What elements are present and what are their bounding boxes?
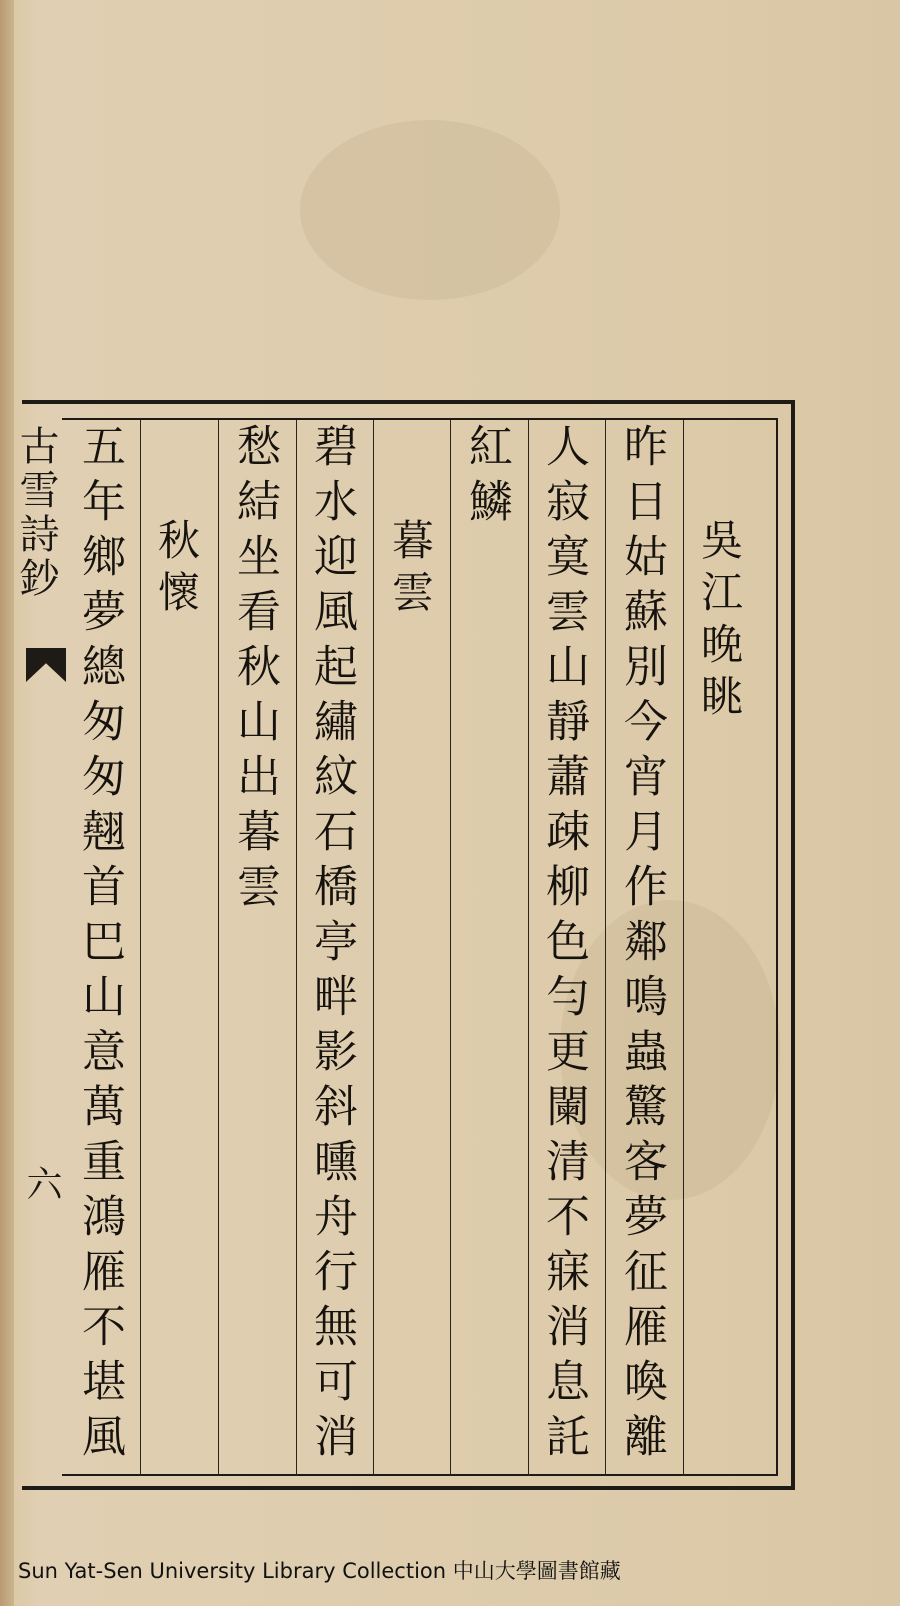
column-rule [218,420,219,1476]
banxin-title: 古雪詩鈔 [13,425,59,601]
collection-caption: Sun Yat-Sen University Library Collection 中山大學圖書館藏 [18,1559,621,1583]
column-rule [450,420,451,1476]
poem-title: 吳江晚眺 [695,518,744,726]
column-rule [296,420,297,1476]
page-spine [0,0,14,1606]
verse-column: 碧水迎風起繡紋石橋亭畔影斜曛舟行無可消 [306,423,357,1468]
poem-title: 暮雲 [386,518,435,622]
folio-number: 六 [21,1165,62,1201]
poem-title: 秋懷 [152,518,201,622]
column-rule [140,420,141,1476]
verse-column: 昨日姑蘇別今宵月作鄰鳴蟲驚客夢征雁喚離 [616,423,667,1468]
verse-column: 人寂寞雲山靜蕭疎柳色勻更闌清不寐消息託 [538,423,589,1468]
column-rule [605,420,606,1476]
verse-column: 五年鄉夢總匆匆翹首巴山意萬重鴻雁不堪風 [74,423,125,1468]
column-rule [528,420,529,1476]
verse-column: 愁結坐看秋山出暮雲 [229,423,280,918]
column-rule [683,420,684,1476]
verse-column: 紅鱗 [461,423,512,533]
column-rule [373,420,374,1476]
paper-stain [300,120,560,300]
